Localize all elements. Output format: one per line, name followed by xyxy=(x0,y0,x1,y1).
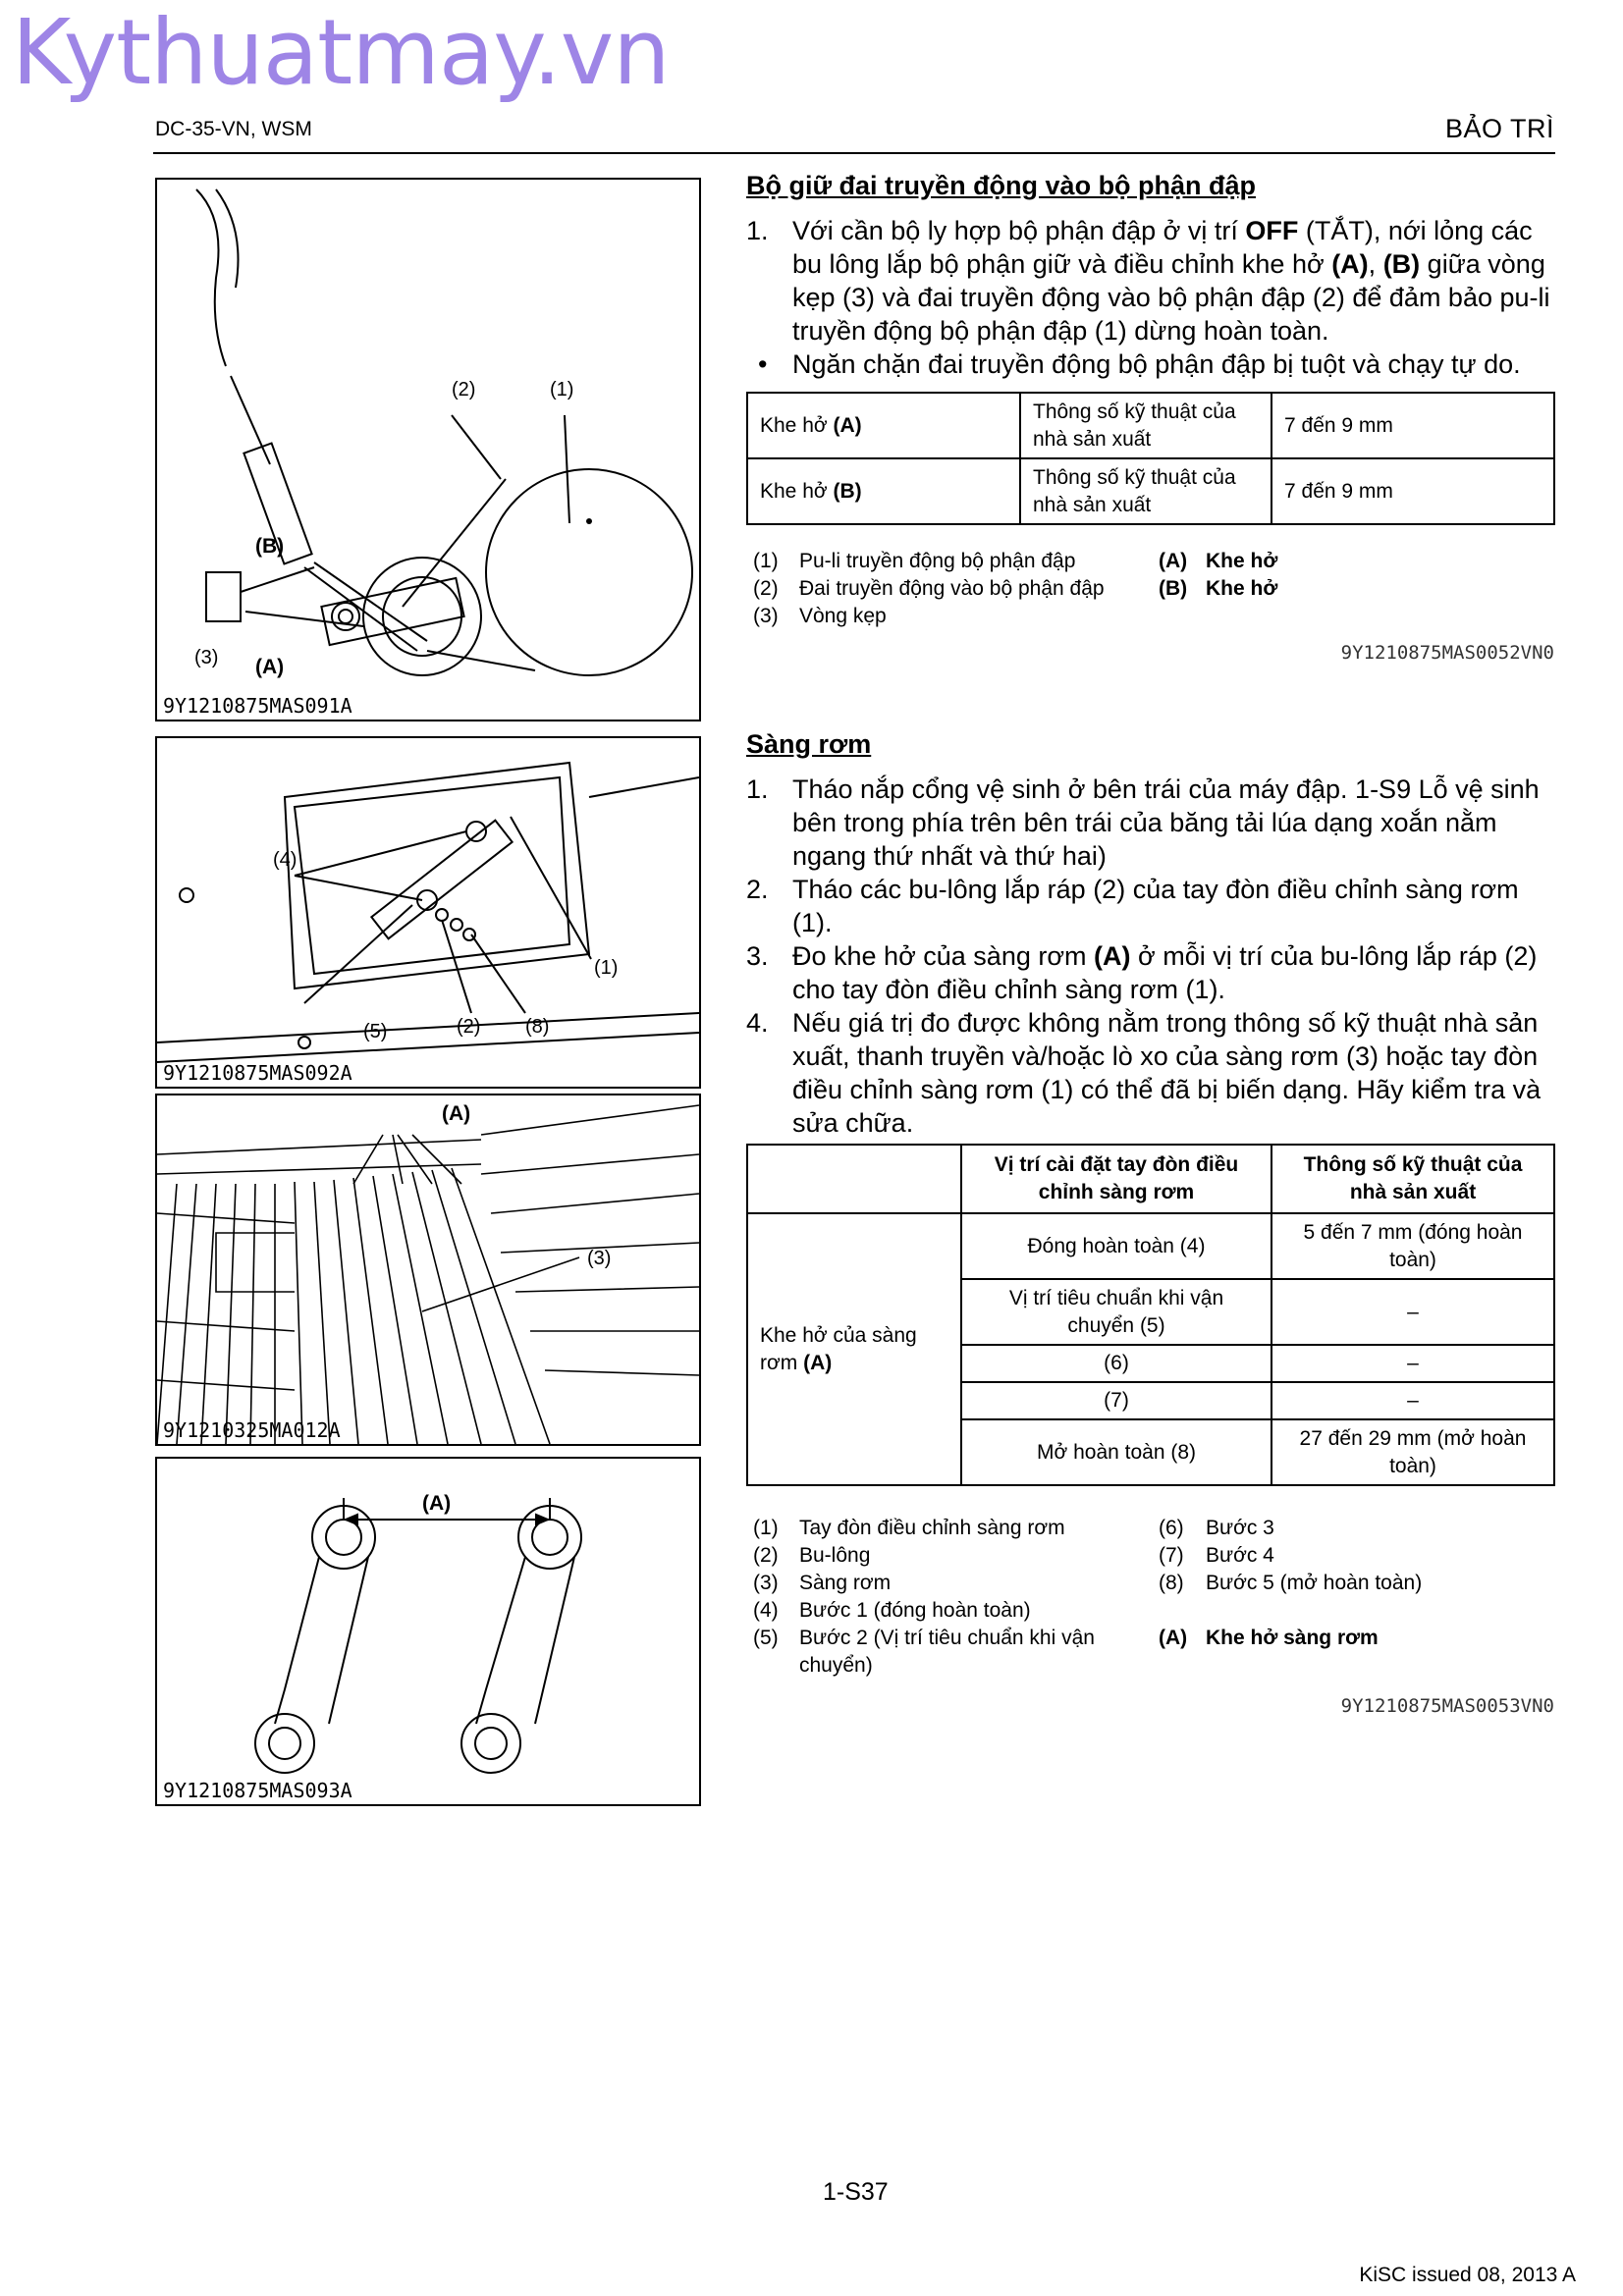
position-cell: Vị trí tiêu chuẩn khi vận chuyển (5) xyxy=(961,1279,1271,1345)
issue-note: KiSC issued 08, 2013 A xyxy=(1359,2264,1576,2286)
step-text: , xyxy=(1368,249,1383,279)
figure-id: 9Y1210875MAS091A xyxy=(163,694,352,718)
fig2-label-5: (5) xyxy=(363,1021,388,1042)
legend-item: (6) Bước 3 xyxy=(1159,1517,1274,1539)
figure-lever-gap xyxy=(155,1457,701,1806)
section1-legend-right xyxy=(1159,548,1453,603)
step-text: giữa vòng kẹp (3) và đai truyền động vào bộ phận đập (2) để đảm bảo pu-li truyền động bộ phận đập (1) dừng hoàn toàn. xyxy=(792,249,1550,346)
legend-item: (2) Đai truyền động vào bộ phận đập xyxy=(753,577,1105,600)
gap-label-cell: Khe hở (A) xyxy=(747,393,1020,458)
spec-cell: Thông số kỹ thuật của nhà sản xuất xyxy=(1020,393,1271,458)
step-bold-b: (B) xyxy=(1382,249,1421,279)
empty-header-cell xyxy=(747,1145,961,1213)
legend-item: (2) Bu-lông xyxy=(753,1544,871,1567)
table-row xyxy=(747,393,1554,458)
legend-item: (3) Vòng kẹp xyxy=(753,605,887,627)
bullet-mark: • xyxy=(758,349,768,379)
step-text: Đo khe hở của sàng rơm xyxy=(792,941,1095,971)
fig2-label-1: (1) xyxy=(594,957,619,979)
step-text: (TẮT), nới lỏng các bu lông lắp bộ phận giữ và điều chỉnh khe hở xyxy=(792,216,1533,279)
spec-cell: Thông số kỹ thuật của nhà sản xuất xyxy=(1020,458,1271,524)
section2-title: Sàng rơm xyxy=(746,729,872,759)
legend-item: (1) Tay đòn điều chỉnh sàng rơm xyxy=(753,1517,1065,1539)
spec-cell: 27 đến 29 mm (mở hoàn toàn) xyxy=(1271,1419,1554,1485)
page-number: 1-S37 xyxy=(823,2178,889,2206)
section1-step-1 xyxy=(746,214,1555,347)
section2-step-1: 1. Tháo nắp cổng vệ sinh ở bên trái của máy đập. 1-S9 Lỗ vệ sinh bên trong phía trên bên trái của băng tải lúa dạng xoắn nằm ngang thứ nhất và thứ hai) xyxy=(746,774,1540,871)
header-section-title: BẢO TRÌ xyxy=(1444,114,1554,143)
spec-cell: 5 đến 7 mm (đóng hoàn toàn) xyxy=(1271,1213,1554,1279)
watermark: Kythuatmay.vn xyxy=(12,0,670,105)
step-text: Tháo các bu-lông lắp ráp (2) của tay đòn điều chỉnh sàng rơm (1). xyxy=(792,875,1519,937)
table-header-row xyxy=(747,1145,1554,1213)
figure-id: 9Y1210875MAS092A xyxy=(163,1061,352,1085)
spec-cell: – xyxy=(1271,1345,1554,1382)
value-cell: 7 đến 9 mm xyxy=(1271,393,1554,458)
straw-rack-gap-drawing xyxy=(157,1095,699,1444)
header-position: Vị trí cài đặt tay đòn điều chỉnh sàng rơm xyxy=(961,1145,1271,1213)
legend-item: (7) Bước 4 xyxy=(1159,1544,1274,1567)
section1-legend-left xyxy=(753,548,1146,630)
position-cell: Đóng hoàn toàn (4) xyxy=(961,1213,1271,1279)
figure-belt-holder xyxy=(155,178,701,721)
fig1-label-B: (B) xyxy=(255,535,285,558)
figure-id: 9Y1210875MAS093A xyxy=(163,1779,352,1802)
figure-straw-rack-gap xyxy=(155,1094,701,1446)
section1-title: Bộ giữ đai truyền động vào bộ phận đập xyxy=(746,171,1257,200)
section2-step-4: 4. Nếu giá trị đo được không nằm trong thông số kỹ thuật nhà sản xuất, thanh truyền và/hoặc lò xo của sàng rơm (3) hoặc tay đòn điều chỉnh sàng rơm (1) có thể đã bị biến dạng. Hãy kiểm tra và sửa chữa. xyxy=(746,1008,1542,1138)
section1-reference-code: 9Y1210875MAS0052VN0 xyxy=(1340,642,1554,664)
position-cell: Mở hoàn toàn (8) xyxy=(961,1419,1271,1485)
legend-item: (1) Pu-li truyền động bộ phận đập xyxy=(753,550,1076,572)
section2-step-2: 2. Tháo các bu-lông lắp ráp (2) của tay đòn điều chỉnh sàng rơm (1). xyxy=(746,875,1519,937)
table-row xyxy=(747,458,1554,524)
section2-legend-left xyxy=(753,1515,1146,1680)
value-cell: 7 đến 9 mm xyxy=(1271,458,1554,524)
figure-id: 9Y1210325MA012A xyxy=(163,1418,341,1442)
header-spec: Thông số kỹ thuật của nhà sản xuất xyxy=(1271,1145,1554,1213)
spec-cell: – xyxy=(1271,1279,1554,1345)
table-row xyxy=(747,1213,1554,1279)
belt-holder-drawing xyxy=(157,180,699,720)
legend-item: (4) Bước 1 (đóng hoàn toàn) xyxy=(753,1599,1031,1622)
fig1-label-1: (1) xyxy=(550,379,574,400)
legend-item: (5) Bước 2 (Vị trí tiêu chuẩn khi vận chuyển) xyxy=(753,1627,1095,1677)
gap-label-cell: Khe hở (B) xyxy=(747,458,1020,524)
header-doc-code: DC-35-VN, WSM xyxy=(155,118,312,140)
lever-gap-drawing xyxy=(157,1459,699,1804)
spec-cell: – xyxy=(1271,1382,1554,1419)
bullet-text: Ngăn chặn đai truyền động bộ phận đập bị tuột và chạy tự do. xyxy=(792,349,1521,379)
figure-straw-rack-lever xyxy=(155,736,701,1089)
step-text: ở mỗi vị trí của bu-lông lắp ráp (2) cho tay đòn điều chỉnh sàng rơm (1). xyxy=(792,941,1538,1004)
step-number: 1. xyxy=(746,216,769,245)
step-text: Tháo nắp cổng vệ sinh ở bên trái của máy đập. 1-S9 Lỗ vệ sinh bên trong phía trên bên trái của băng tải lúa dạng xoắn nằm ngang thứ nhất và thứ hai) xyxy=(792,774,1540,871)
legend-item: (A) Khe hở xyxy=(1159,550,1278,572)
step-bold-a: (A) xyxy=(1331,249,1369,279)
step-bold-off: OFF xyxy=(1245,216,1299,245)
legend-item: (B) Khe hở xyxy=(1159,577,1278,600)
fig3-label-A: (A) xyxy=(442,1102,471,1125)
gap-label-cell: Khe hở của sàng rơm (A) xyxy=(747,1213,961,1485)
straw-rack-lever-drawing xyxy=(157,738,699,1087)
fig2-label-4: (4) xyxy=(273,849,298,871)
legend-item: (8) Bước 5 (mở hoàn toàn) xyxy=(1159,1572,1423,1594)
fig2-label-8: (8) xyxy=(525,1016,550,1038)
fig4-label-A: (A) xyxy=(422,1492,452,1515)
fig1-label-3: (3) xyxy=(194,647,219,668)
fig1-label-2: (2) xyxy=(452,379,476,400)
legend-item: (A) Khe hở sàng rơm xyxy=(1159,1627,1379,1649)
step-text: Nếu giá trị đo được không nằm trong thông số kỹ thuật nhà sản xuất, thanh truyền và/hoặc lò xo của sàng rơm (3) hoặc tay đòn điều chỉnh sàng rơm (1) có thể đã bị biến dạng. Hãy kiểm tra và sửa chữa. xyxy=(792,1008,1542,1138)
position-cell: (6) xyxy=(961,1345,1271,1382)
step-text: Với cần bộ ly hợp bộ phận đập ở vị trí xyxy=(792,216,1246,245)
fig3-label-3: (3) xyxy=(587,1248,612,1269)
legend-item: (3) Sàng rơm xyxy=(753,1572,892,1594)
step-bold-a: (A) xyxy=(1094,941,1131,971)
section2-reference-code: 9Y1210875MAS0053VN0 xyxy=(1340,1695,1554,1717)
section2-step-3: 3. Đo khe hở của sàng rơm (A) ở mỗi vị trí của bu-lông lắp ráp (2) cho tay đòn điều chỉnh sàng rơm (1). xyxy=(746,941,1538,1004)
header-rule xyxy=(153,152,1555,154)
fig1-label-A: (A) xyxy=(255,656,285,678)
position-cell: (7) xyxy=(961,1382,1271,1419)
section1-bullet xyxy=(746,347,1555,381)
section2-legend-right xyxy=(1159,1515,1551,1652)
fig2-label-2: (2) xyxy=(457,1016,481,1038)
section1-steps xyxy=(746,214,1555,381)
section2-steps xyxy=(746,773,1555,1140)
section2-spec-table xyxy=(746,1144,1555,1486)
section1-spec-table xyxy=(746,392,1555,525)
